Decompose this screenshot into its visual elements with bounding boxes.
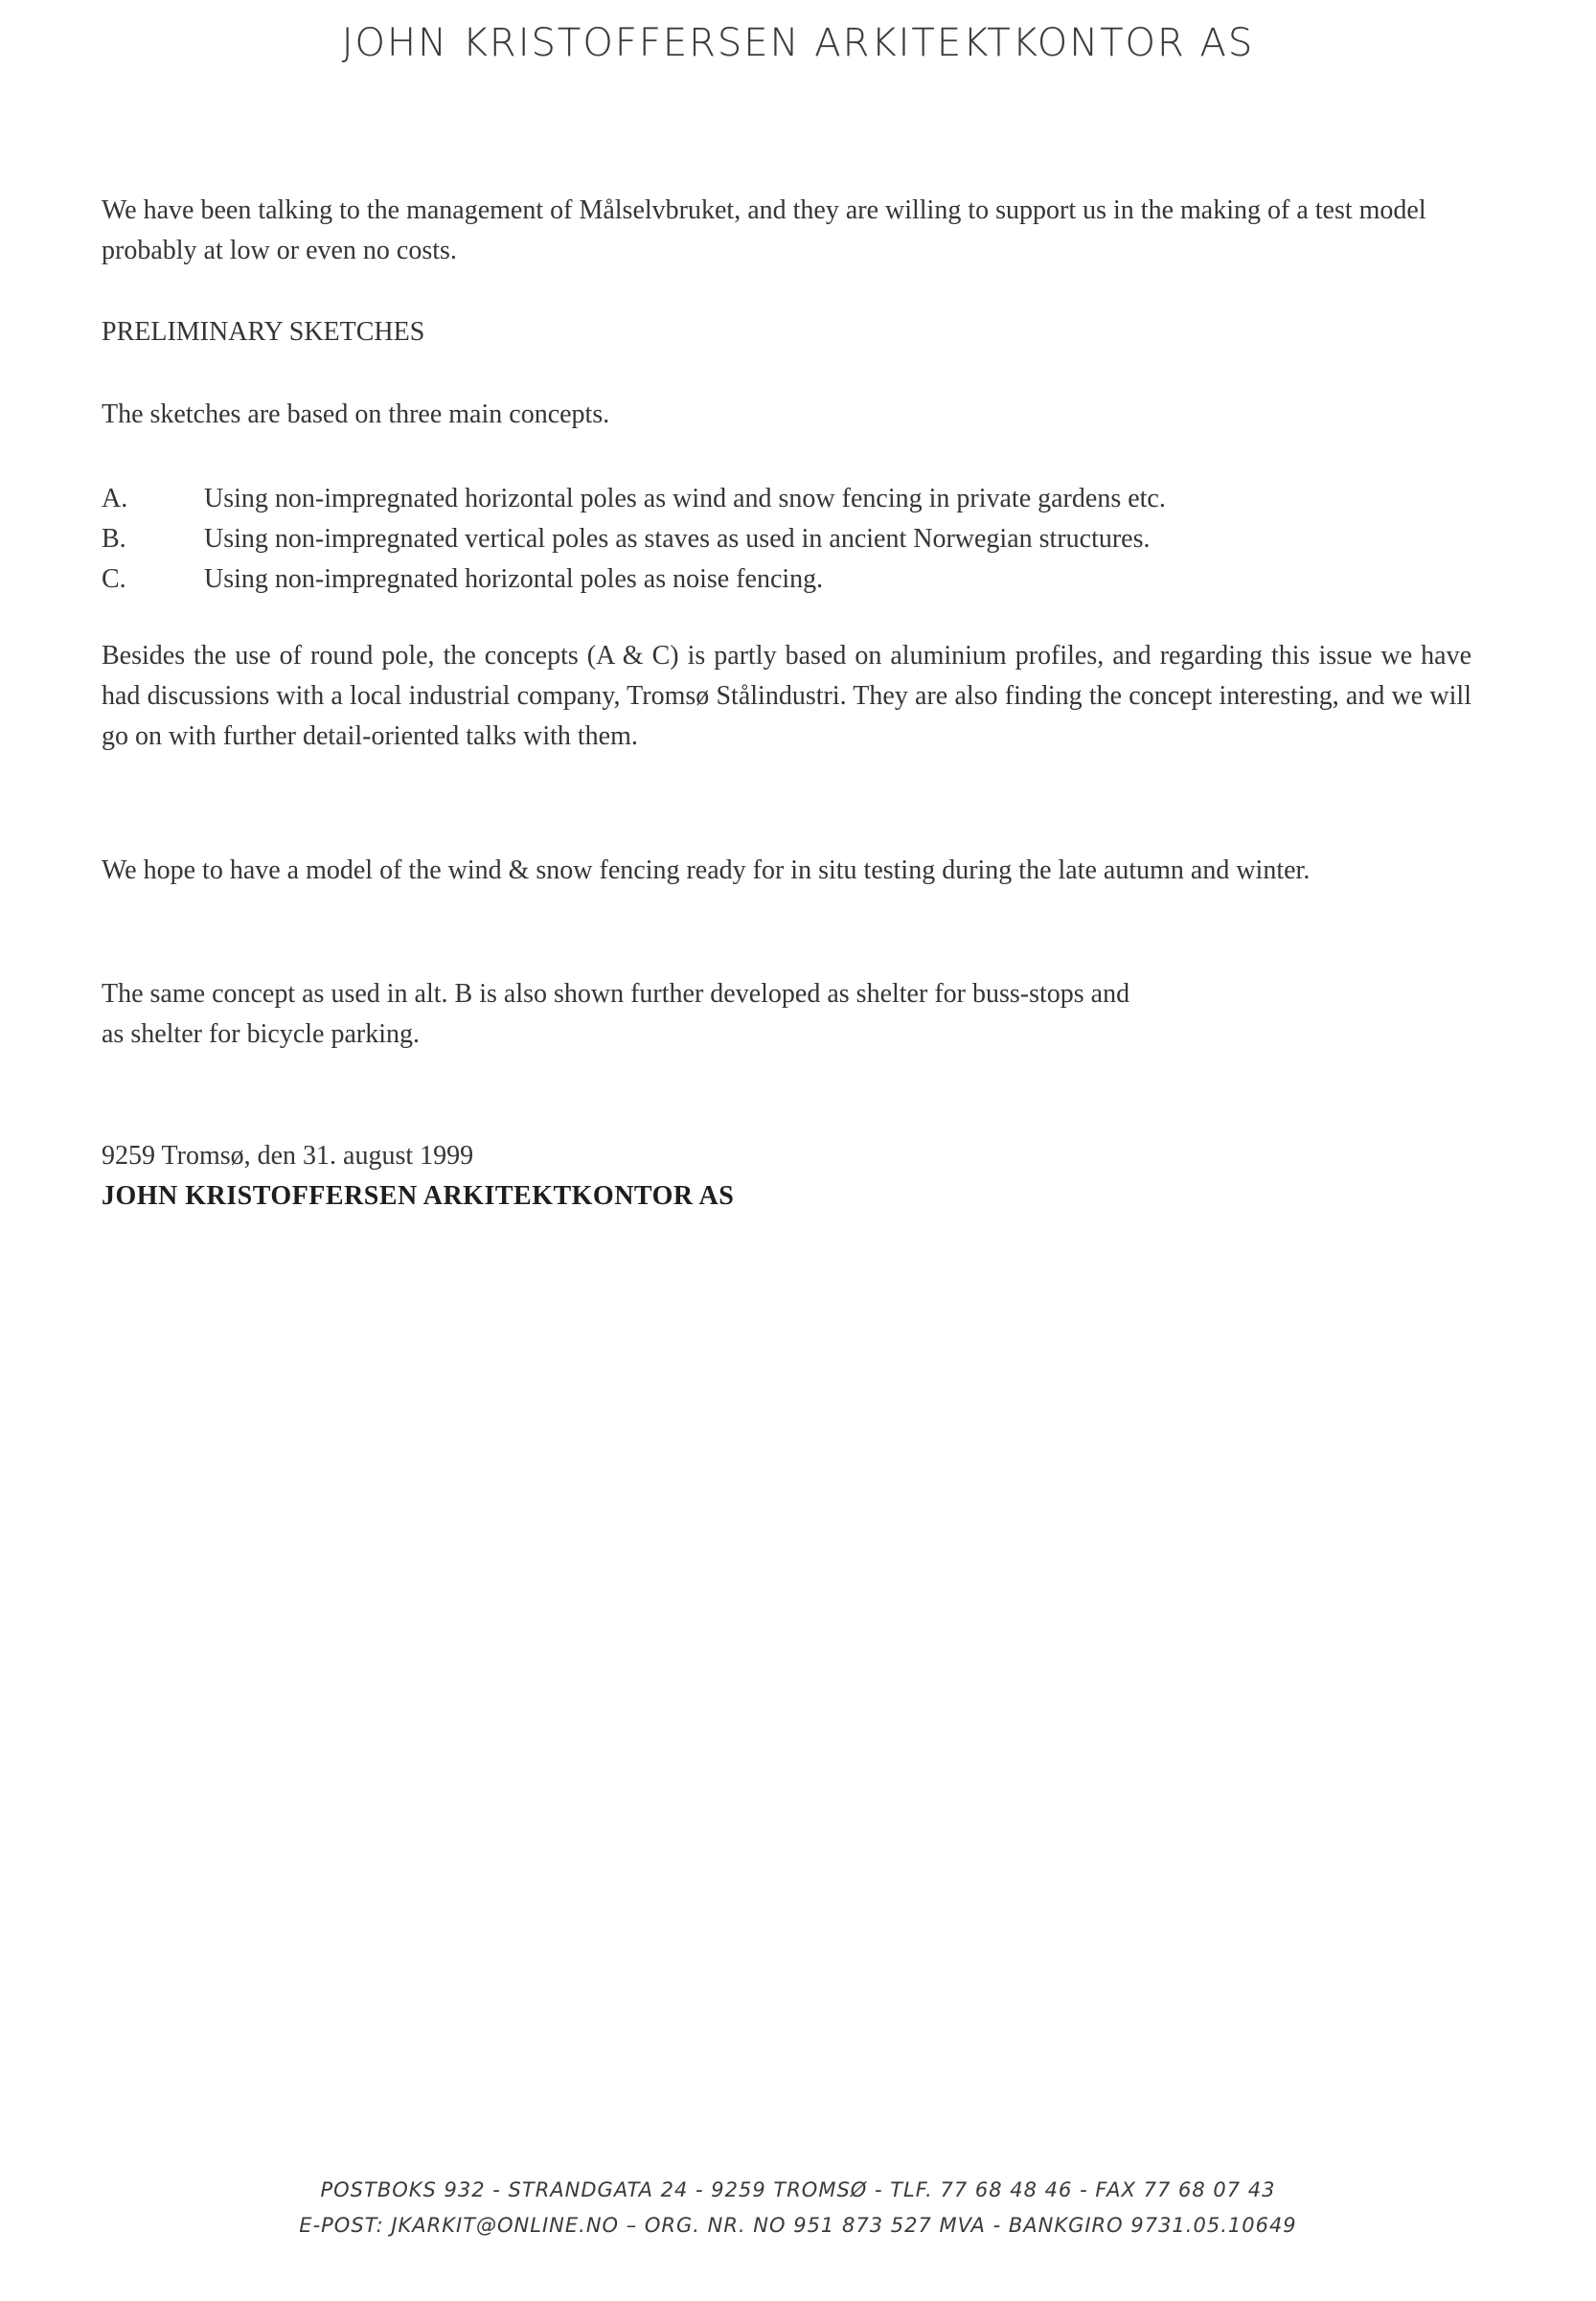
footer-registration-line: E-POST: JKARKIT@ONLINE.NO – ORG. NR. NO 951 873 527 MVA - BANKGIRO 9731.05.10649 bbox=[299, 2214, 1297, 2237]
footer-address-line: POSTBOKS 932 - STRANDGATA 24 - 9259 TROMSØ - TLF. 77 68 48 46 - FAX 77 68 07 43 bbox=[320, 2178, 1276, 2201]
concepts-intro-paragraph: The sketches are based on three main concepts. bbox=[102, 399, 610, 429]
same-concept-line-2: as shelter for bicycle parking. bbox=[102, 1019, 420, 1049]
list-item-marker: C. bbox=[102, 564, 126, 594]
hope-paragraph: We hope to have a model of the wind & snow fencing ready for in situ testing during the late autumn and winter. bbox=[102, 855, 1311, 885]
list-item-marker: B. bbox=[102, 524, 126, 554]
same-concept-line-1: The same concept as used in alt. B is also shown further developed as shelter for buss-stops and bbox=[102, 979, 1130, 1009]
same-concept-paragraph bbox=[102, 974, 1471, 1055]
signature-company-name: JOHN KRISTOFFERSEN ARKITEKTKONTOR AS bbox=[102, 1181, 735, 1211]
list-item-marker: A. bbox=[102, 484, 128, 513]
concepts-list bbox=[102, 479, 1471, 600]
letterhead-company-name: JOHN KRISTOFFERSEN ARKITEKTKONTOR AS bbox=[341, 21, 1255, 65]
intro-paragraph: We have been talking to the management of Målselvbruket, and they are willing to support us in the making of a test model probably at low or even no costs. bbox=[102, 195, 1426, 265]
signature-block bbox=[102, 1136, 1471, 1217]
place-date: 9259 Tromsø, den 31. august 1999 bbox=[102, 1141, 474, 1171]
list-item-text: Using non-impregnated horizontal poles as noise fencing. bbox=[204, 564, 824, 594]
besides-paragraph: Besides the use of round pole, the concepts (A & C) is partly based on aluminium profiles, and regarding this issue we have had discussions with a local industrial company, Tromsø Stålindustri. They are also finding the concept interesting, and we will go on with further detail-oriented talks with them. bbox=[102, 641, 1471, 751]
list-item-text: Using non-impregnated horizontal poles as wind and snow fencing in private gardens etc. bbox=[204, 484, 1166, 513]
list-item bbox=[102, 559, 1471, 600]
list-item-text: Using non-impregnated vertical poles as staves as used in ancient Norwegian structures. bbox=[204, 524, 1151, 554]
section-heading: PRELIMINARY SKETCHES bbox=[102, 317, 425, 347]
list-item bbox=[102, 519, 1471, 559]
list-item bbox=[102, 479, 1471, 519]
